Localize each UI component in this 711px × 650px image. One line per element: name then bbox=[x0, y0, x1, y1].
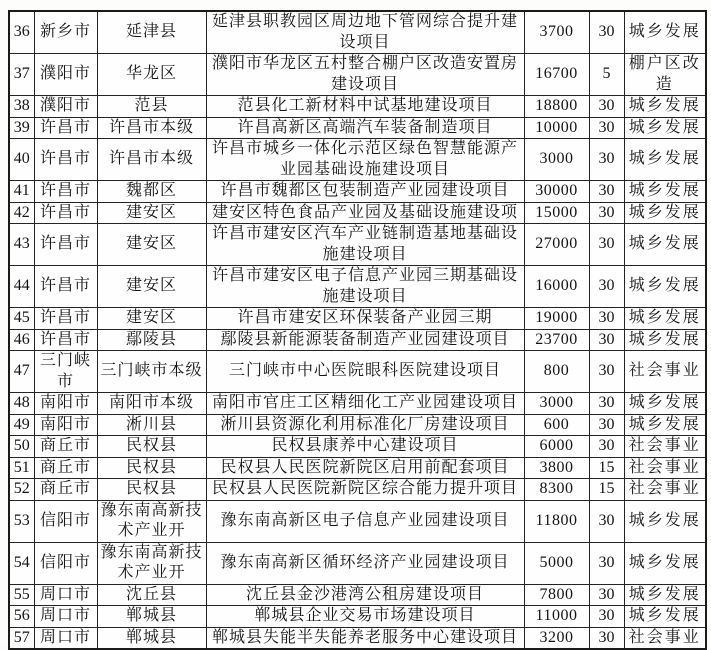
cell-category: 棚户区改造 bbox=[624, 54, 706, 96]
cell-category: 城乡发展 bbox=[624, 414, 706, 436]
cell-county: 建安区 bbox=[97, 202, 206, 224]
cell-row-number: 48 bbox=[9, 393, 34, 415]
cell-project-name: 民权县人民医院新院区启用前配套项目 bbox=[206, 457, 524, 479]
cell-city: 信阳市 bbox=[34, 500, 97, 542]
cell-project-name: 延津县职教园区周边地下管网综合提升建设项目 bbox=[206, 11, 524, 54]
cell-project-name: 许昌市魏都区包装制造产业园建设项目 bbox=[206, 181, 524, 203]
cell-county: 延津县 bbox=[97, 11, 206, 54]
cell-city: 周口市 bbox=[34, 606, 97, 628]
cell-category: 城乡发展 bbox=[624, 266, 706, 308]
cell-county: 华龙区 bbox=[97, 54, 206, 96]
table-row bbox=[9, 584, 706, 606]
table-row bbox=[9, 224, 706, 266]
cell-amount: 3000 bbox=[524, 139, 589, 181]
table-row bbox=[9, 436, 706, 458]
table-row bbox=[9, 542, 706, 584]
cell-category: 社会事业 bbox=[624, 436, 706, 458]
cell-project-name: 郸城县失能半失能养老服务中心建设项目 bbox=[206, 627, 524, 649]
table-row bbox=[9, 181, 706, 203]
cell-row-number: 39 bbox=[9, 117, 34, 139]
cell-ratio: 30 bbox=[589, 351, 624, 393]
cell-amount: 30000 bbox=[524, 181, 589, 203]
cell-city: 濮阳市 bbox=[34, 96, 97, 118]
cell-amount: 23700 bbox=[524, 329, 589, 351]
cell-row-number: 44 bbox=[9, 266, 34, 308]
cell-row-number: 41 bbox=[9, 181, 34, 203]
cell-amount: 3200 bbox=[524, 627, 589, 649]
cell-ratio: 30 bbox=[589, 584, 624, 606]
cell-ratio: 5 bbox=[589, 54, 624, 96]
cell-city: 南阳市 bbox=[34, 393, 97, 415]
cell-project-name: 鄢陵县新能源装备制造产业园建设项目 bbox=[206, 329, 524, 351]
cell-amount: 10000 bbox=[524, 117, 589, 139]
cell-city: 许昌市 bbox=[34, 266, 97, 308]
cell-amount: 16700 bbox=[524, 54, 589, 96]
cell-category: 城乡发展 bbox=[624, 500, 706, 542]
cell-project-name: 三门峡市中心医院眼科医院建设项目 bbox=[206, 351, 524, 393]
cell-amount: 800 bbox=[524, 351, 589, 393]
cell-city: 南阳市 bbox=[34, 414, 97, 436]
cell-category: 社会事业 bbox=[624, 457, 706, 479]
cell-project-name: 沈丘县金沙港湾公租房建设项目 bbox=[206, 584, 524, 606]
cell-amount: 11800 bbox=[524, 500, 589, 542]
cell-ratio: 30 bbox=[589, 224, 624, 266]
cell-amount: 27000 bbox=[524, 224, 589, 266]
cell-city: 周口市 bbox=[34, 627, 97, 649]
cell-project-name: 豫东南高新区循环经济产业园建设项目 bbox=[206, 542, 524, 584]
cell-project-name: 淅川县资源化利用标准化厂房建设项目 bbox=[206, 414, 524, 436]
project-funding-table bbox=[8, 10, 707, 650]
cell-ratio: 30 bbox=[589, 329, 624, 351]
cell-ratio: 15 bbox=[589, 457, 624, 479]
cell-category: 城乡发展 bbox=[624, 393, 706, 415]
cell-city: 许昌市 bbox=[34, 308, 97, 330]
cell-amount: 3700 bbox=[524, 11, 589, 54]
cell-county: 沈丘县 bbox=[97, 584, 206, 606]
cell-county: 范县 bbox=[97, 96, 206, 118]
cell-row-number: 38 bbox=[9, 96, 34, 118]
cell-county: 三门峡市本级 bbox=[97, 351, 206, 393]
cell-city: 商丘市 bbox=[34, 457, 97, 479]
cell-row-number: 57 bbox=[9, 627, 34, 649]
cell-row-number: 47 bbox=[9, 351, 34, 393]
cell-row-number: 49 bbox=[9, 414, 34, 436]
table-row bbox=[9, 500, 706, 542]
table-row bbox=[9, 139, 706, 181]
cell-city: 许昌市 bbox=[34, 181, 97, 203]
cell-project-name: 许昌市城乡一体化示范区绿色智慧能源产业园基础设施建设项目 bbox=[206, 139, 524, 181]
cell-category: 社会事业 bbox=[624, 351, 706, 393]
cell-project-name: 南阳市官庄工区精细化工产业园建设项目 bbox=[206, 393, 524, 415]
cell-project-name: 豫东南高新区电子信息产业园建设项目 bbox=[206, 500, 524, 542]
cell-category: 城乡发展 bbox=[624, 96, 706, 118]
project-table-body bbox=[9, 11, 706, 649]
cell-amount: 7800 bbox=[524, 584, 589, 606]
cell-project-name: 许昌市建安区电子信息产业园三期基础设施建设项目 bbox=[206, 266, 524, 308]
cell-ratio: 30 bbox=[589, 542, 624, 584]
cell-county: 魏都区 bbox=[97, 181, 206, 203]
cell-city: 新乡市 bbox=[34, 11, 97, 54]
cell-amount: 3000 bbox=[524, 393, 589, 415]
cell-amount: 600 bbox=[524, 414, 589, 436]
cell-city: 许昌市 bbox=[34, 224, 97, 266]
cell-category: 社会事业 bbox=[624, 479, 706, 501]
cell-row-number: 36 bbox=[9, 11, 34, 54]
cell-ratio: 30 bbox=[589, 11, 624, 54]
cell-amount: 6000 bbox=[524, 436, 589, 458]
cell-category: 城乡发展 bbox=[624, 139, 706, 181]
cell-project-name: 许昌市建安区环保装备产业园三期 bbox=[206, 308, 524, 330]
cell-city: 许昌市 bbox=[34, 139, 97, 181]
cell-city: 濮阳市 bbox=[34, 54, 97, 96]
cell-ratio: 30 bbox=[589, 500, 624, 542]
cell-city: 许昌市 bbox=[34, 329, 97, 351]
cell-project-name: 许昌高新区高端汽车装备制造项目 bbox=[206, 117, 524, 139]
cell-amount: 15000 bbox=[524, 202, 589, 224]
cell-county: 民权县 bbox=[97, 436, 206, 458]
cell-county: 建安区 bbox=[97, 308, 206, 330]
cell-row-number: 46 bbox=[9, 329, 34, 351]
cell-ratio: 30 bbox=[589, 393, 624, 415]
cell-county: 郸城县 bbox=[97, 606, 206, 628]
table-row bbox=[9, 627, 706, 649]
cell-county: 南阳市本级 bbox=[97, 393, 206, 415]
cell-row-number: 51 bbox=[9, 457, 34, 479]
cell-city: 许昌市 bbox=[34, 202, 97, 224]
cell-row-number: 55 bbox=[9, 584, 34, 606]
cell-county: 淅川县 bbox=[97, 414, 206, 436]
cell-city: 三门峡市 bbox=[34, 351, 97, 393]
cell-category: 城乡发展 bbox=[624, 11, 706, 54]
cell-ratio: 30 bbox=[589, 139, 624, 181]
cell-county: 许昌市本级 bbox=[97, 117, 206, 139]
cell-ratio: 30 bbox=[589, 436, 624, 458]
cell-category: 城乡发展 bbox=[624, 202, 706, 224]
cell-city: 信阳市 bbox=[34, 542, 97, 584]
cell-county: 豫东南高新技术产业开 bbox=[97, 500, 206, 542]
cell-county: 鄢陵县 bbox=[97, 329, 206, 351]
cell-row-number: 40 bbox=[9, 139, 34, 181]
cell-row-number: 42 bbox=[9, 202, 34, 224]
cell-row-number: 45 bbox=[9, 308, 34, 330]
cell-city: 商丘市 bbox=[34, 479, 97, 501]
table-row bbox=[9, 329, 706, 351]
cell-row-number: 37 bbox=[9, 54, 34, 96]
cell-ratio: 30 bbox=[589, 414, 624, 436]
cell-project-name: 濮阳市华龙区五村整合棚户区改造安置房建设项目 bbox=[206, 54, 524, 96]
cell-ratio: 30 bbox=[589, 96, 624, 118]
table-row bbox=[9, 96, 706, 118]
cell-amount: 18800 bbox=[524, 96, 589, 118]
cell-category: 城乡发展 bbox=[624, 308, 706, 330]
cell-county: 建安区 bbox=[97, 266, 206, 308]
cell-category: 城乡发展 bbox=[624, 181, 706, 203]
cell-ratio: 30 bbox=[589, 308, 624, 330]
cell-row-number: 43 bbox=[9, 224, 34, 266]
cell-category: 城乡发展 bbox=[624, 542, 706, 584]
cell-row-number: 50 bbox=[9, 436, 34, 458]
cell-project-name: 建安区特色食品产业园及基础设施建设项 bbox=[206, 202, 524, 224]
cell-county: 豫东南高新技术产业开 bbox=[97, 542, 206, 584]
cell-county: 郸城县 bbox=[97, 627, 206, 649]
cell-project-name: 范县化工新材料中试基地建设项目 bbox=[206, 96, 524, 118]
cell-row-number: 54 bbox=[9, 542, 34, 584]
cell-category: 城乡发展 bbox=[624, 606, 706, 628]
table-row bbox=[9, 393, 706, 415]
table-row bbox=[9, 266, 706, 308]
cell-project-name: 许昌市建安区汽车产业链制造基地基础设施建设项目 bbox=[206, 224, 524, 266]
cell-county: 许昌市本级 bbox=[97, 139, 206, 181]
cell-county: 民权县 bbox=[97, 457, 206, 479]
cell-row-number: 53 bbox=[9, 500, 34, 542]
table-row bbox=[9, 351, 706, 393]
cell-ratio: 30 bbox=[589, 117, 624, 139]
cell-project-name: 民权县康养中心建设项目 bbox=[206, 436, 524, 458]
cell-amount: 3800 bbox=[524, 457, 589, 479]
cell-amount: 11000 bbox=[524, 606, 589, 628]
cell-amount: 8300 bbox=[524, 479, 589, 501]
cell-category: 社会事业 bbox=[624, 627, 706, 649]
cell-city: 商丘市 bbox=[34, 436, 97, 458]
cell-project-name: 民权县人民医院新院区综合能力提升项目 bbox=[206, 479, 524, 501]
cell-ratio: 30 bbox=[589, 266, 624, 308]
table-row bbox=[9, 117, 706, 139]
cell-city: 周口市 bbox=[34, 584, 97, 606]
cell-amount: 5000 bbox=[524, 542, 589, 584]
cell-ratio: 30 bbox=[589, 202, 624, 224]
cell-category: 城乡发展 bbox=[624, 584, 706, 606]
cell-category: 城乡发展 bbox=[624, 224, 706, 266]
cell-ratio: 30 bbox=[589, 606, 624, 628]
cell-project-name: 郸城县企业交易市场建设项目 bbox=[206, 606, 524, 628]
table-row bbox=[9, 457, 706, 479]
table-row bbox=[9, 308, 706, 330]
table-row bbox=[9, 606, 706, 628]
cell-county: 民权县 bbox=[97, 479, 206, 501]
cell-row-number: 56 bbox=[9, 606, 34, 628]
cell-category: 城乡发展 bbox=[624, 329, 706, 351]
cell-ratio: 30 bbox=[589, 627, 624, 649]
cell-amount: 19000 bbox=[524, 308, 589, 330]
table-row bbox=[9, 11, 706, 54]
cell-ratio: 30 bbox=[589, 181, 624, 203]
cell-amount: 16000 bbox=[524, 266, 589, 308]
cell-county: 建安区 bbox=[97, 224, 206, 266]
cell-category: 城乡发展 bbox=[624, 117, 706, 139]
cell-city: 许昌市 bbox=[34, 117, 97, 139]
table-row bbox=[9, 202, 706, 224]
table-row bbox=[9, 479, 706, 501]
cell-row-number: 52 bbox=[9, 479, 34, 501]
table-row bbox=[9, 54, 706, 96]
cell-ratio: 15 bbox=[589, 479, 624, 501]
table-row bbox=[9, 414, 706, 436]
